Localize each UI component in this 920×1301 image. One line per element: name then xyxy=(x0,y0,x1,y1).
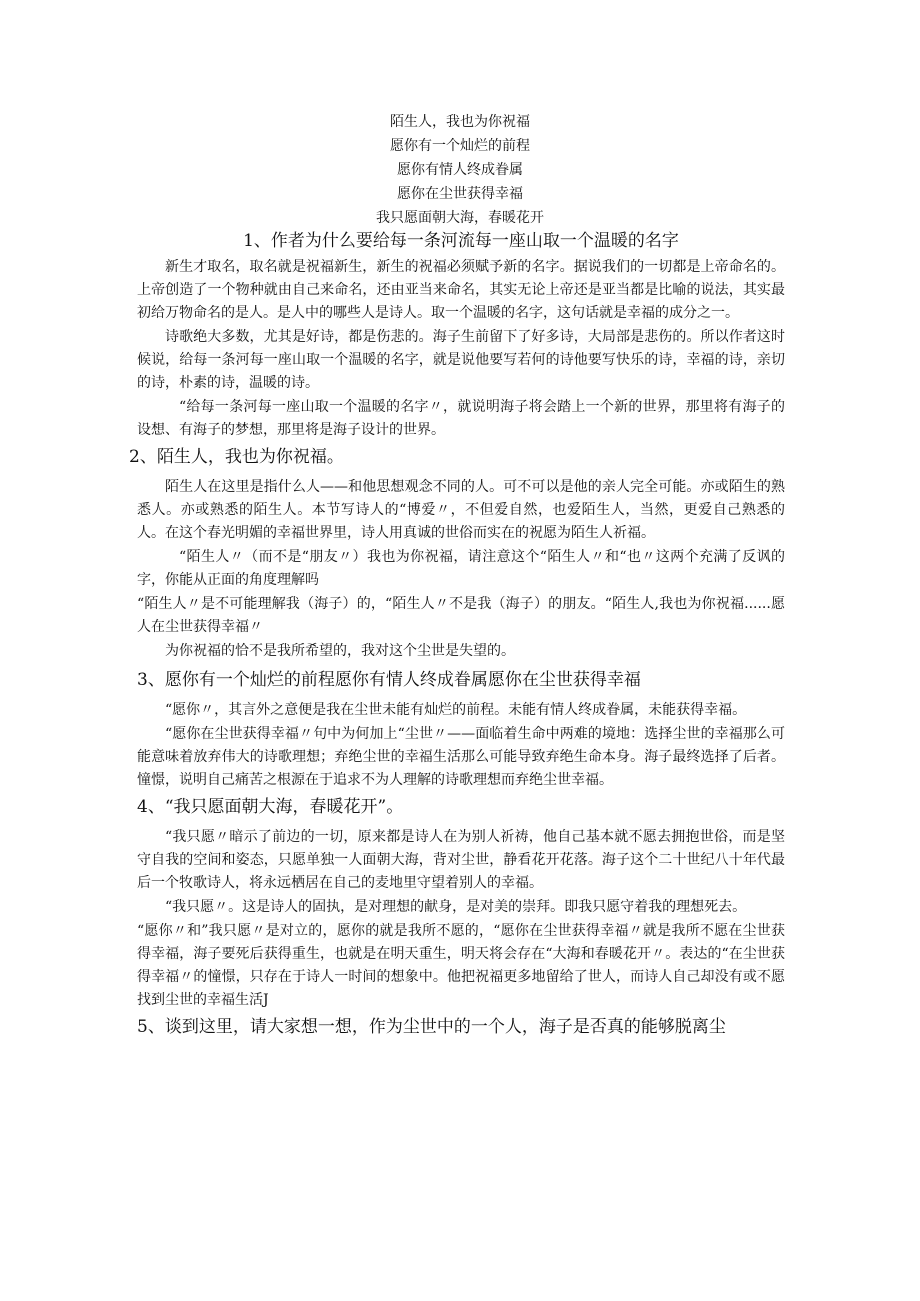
paragraph: “陌生人〃是不可能理解我（海子）的，“陌生人〃不是我（海子）的朋友。“陌生人,我也为你祝福......愿人在尘世获得幸福〃 xyxy=(137,596,785,635)
paragraph: “愿你〃，其言外之意便是我在尘世未能有灿烂的前程。未能有情人终成眷属，未能获得幸福。 xyxy=(165,702,747,718)
paragraph: “愿你在尘世获得幸福〃句中为何加上“尘世〃——面临着生命中两难的境地：选择尘世的幸福那么可能意味着放弃伟大的诗歌理想；弃绝尘世的幸福生活那么可能导致弃绝生命本身。海子最终选择了后者。憧憬，说明自己痛苦之根源在于追求不为人理解的诗歌理想而弃绝尘世幸福。 xyxy=(137,726,785,788)
paragraph: “愿你〃和”我只愿〃是对立的，愿你的就是我所不愿的，“愿你在尘世获得幸福〃就是我所不愿在尘世获得幸福，海子要死后获得重生，也就是在明天重生，明天将会存在“大海和春暖花开〃。表达的“在尘世获得幸福〃的憧憬，只存在于诗人一时间的想象中。他把祝福更多地留给了世人，而诗人自己却没有或不愿找到尘世的幸福生活J xyxy=(137,923,785,1008)
paragraph: “给每一条河每一座山取一个温暖的名字〃，就说明海子将会踏上一个新的世界，那里将有海子的设想、有海子的梦想，那里将是海子设计的世界。 xyxy=(137,399,785,438)
paragraph: “陌生人〃（而不是“朋友〃）我也为你祝福，请注意这个“陌生人〃和“也〃这两个充满了反讽的字，你能从正面的角度理解吗 xyxy=(137,549,785,588)
paragraph: “我只愿〃。这是诗人的固执，是对理想的献身，是对美的崇拜。即我只愿守着我的理想死去。 xyxy=(165,899,747,915)
section-heading: 2、陌生人，我也为你祝福。 xyxy=(129,447,344,467)
paragraph: 诗歌绝大多数，尤其是好诗，都是伤悲的。海子生前留下了好多诗，大局部是悲伤的。所以作者这时候说，给每一条河每一座山取一个温暖的名字，就是说他要写若何的诗他要写快乐的诗，幸福的诗，亲切的诗，朴素的诗，温暖的诗。 xyxy=(137,329,785,391)
section-heading: 3、愿你有一个灿烂的前程愿你有情人终成眷属愿你在尘世获得幸福 xyxy=(137,670,641,690)
poem-line: 愿你有情人终成眷属 xyxy=(397,162,523,178)
section-heading: 4、“我只愿面朝大海，春暖花开”。 xyxy=(137,797,404,817)
paragraph: 新生才取名，取名就是祝福新生，新生的祝福必须赋予新的名字。据说我们的一切都是上帝命名的。上帝创造了一个物种就由自己来命名，还由亚当来命名，其实无论上帝还是亚当都是比喻的说法，其实最初给万物命名的是人。是人中的哪些人是诗人。取一个温暖的名字，这句话就是幸福的成分之一。 xyxy=(137,259,785,321)
poem-line: 愿你在尘世获得幸福 xyxy=(397,186,523,202)
paragraph: 为你祝福的恰不是我所希望的，我对这个尘世是失望的。 xyxy=(165,643,515,659)
section-heading: 5、谈到这里，请大家想一想，作为尘世中的一个人，海子是否真的能够脱离尘 xyxy=(137,1017,726,1037)
poem-line: 我只愿面朝大海，春暖花开 xyxy=(376,210,544,226)
poem-block xyxy=(0,110,920,230)
section-heading: 1、作者为什么要给每一条河流每一座山取一个温暖的名字 xyxy=(243,231,679,251)
paragraph: 陌生人在这里是指什么人——和他思想观念不同的人。可不可以是他的亲人完全可能。亦或陌生的熟悉人。亦或熟悉的陌生人。本节写诗人的“博爱〃，不但爱自然，也爱陌生人，当然，更爱自己熟悉的人。在这个春光明媚的幸福世界里，诗人用真诚的世俗而实在的祝愿为陌生人祈福。 xyxy=(137,479,785,541)
poem-line: 陌生人，我也为你祝福 xyxy=(390,114,530,130)
document-body xyxy=(129,228,785,1046)
paragraph: “我只愿〃暗示了前边的一切，原来都是诗人在为别人祈祷，他自己基本就不愿去拥抱世俗，而是坚守自我的空间和姿态，只愿单独一人面朝大海，背对尘世，静看花开花落。海子这个二十世纪八十年代最后一个牧歌诗人，将永远栖居在自己的麦地里守望着别人的幸福。 xyxy=(137,829,785,891)
poem-line: 愿你有一个灿烂的前程 xyxy=(390,138,530,154)
